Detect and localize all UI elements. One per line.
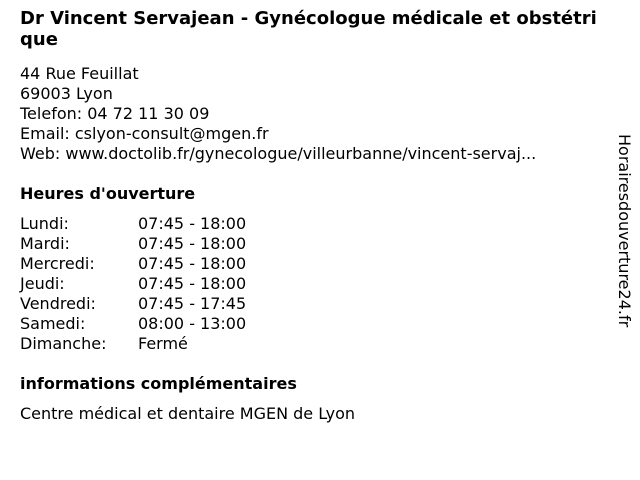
day-label: Dimanche: (20, 334, 107, 353)
day-label: Mardi: (20, 234, 70, 253)
web-line[interactable]: Web: www.doctolib.fr/gynecologue/villeurbanne/vincent-servaj... (20, 144, 537, 163)
time-value: 07:45 - 17:45 (138, 294, 247, 313)
email-line[interactable]: Email: cslyon-consult@mgen.fr (20, 124, 269, 143)
time-value: 08:00 - 13:00 (138, 314, 247, 333)
phone-line[interactable]: Telefon: 04 72 11 30 09 (20, 104, 210, 123)
time-value: 07:45 - 18:00 (138, 214, 247, 233)
day-label: Samedi: (20, 314, 86, 333)
info-heading: informations complémentaires (20, 374, 297, 393)
address-street: 44 Rue Feuillat (20, 64, 139, 83)
time-value: 07:45 - 18:00 (138, 274, 247, 293)
day-label: Jeudi: (20, 274, 65, 293)
time-value: 07:45 - 18:00 (138, 254, 247, 273)
time-value: 07:45 - 18:00 (138, 234, 247, 253)
day-label: Mercredi: (20, 254, 95, 273)
contact-block (20, 64, 600, 164)
site-watermark: Horairesdouverture24.fr (615, 134, 634, 328)
time-value: Fermé (138, 334, 188, 353)
day-label: Vendredi: (20, 294, 96, 313)
info-text: Centre médical et dentaire MGEN de Lyon (20, 404, 356, 423)
hours-heading: Heures d'ouverture (20, 184, 196, 203)
page-title: Dr Vincent Servajean - Gynécologue médicale et obstétrique (20, 8, 597, 50)
address-city: 69003 Lyon (20, 84, 113, 103)
day-label: Lundi: (20, 214, 69, 233)
